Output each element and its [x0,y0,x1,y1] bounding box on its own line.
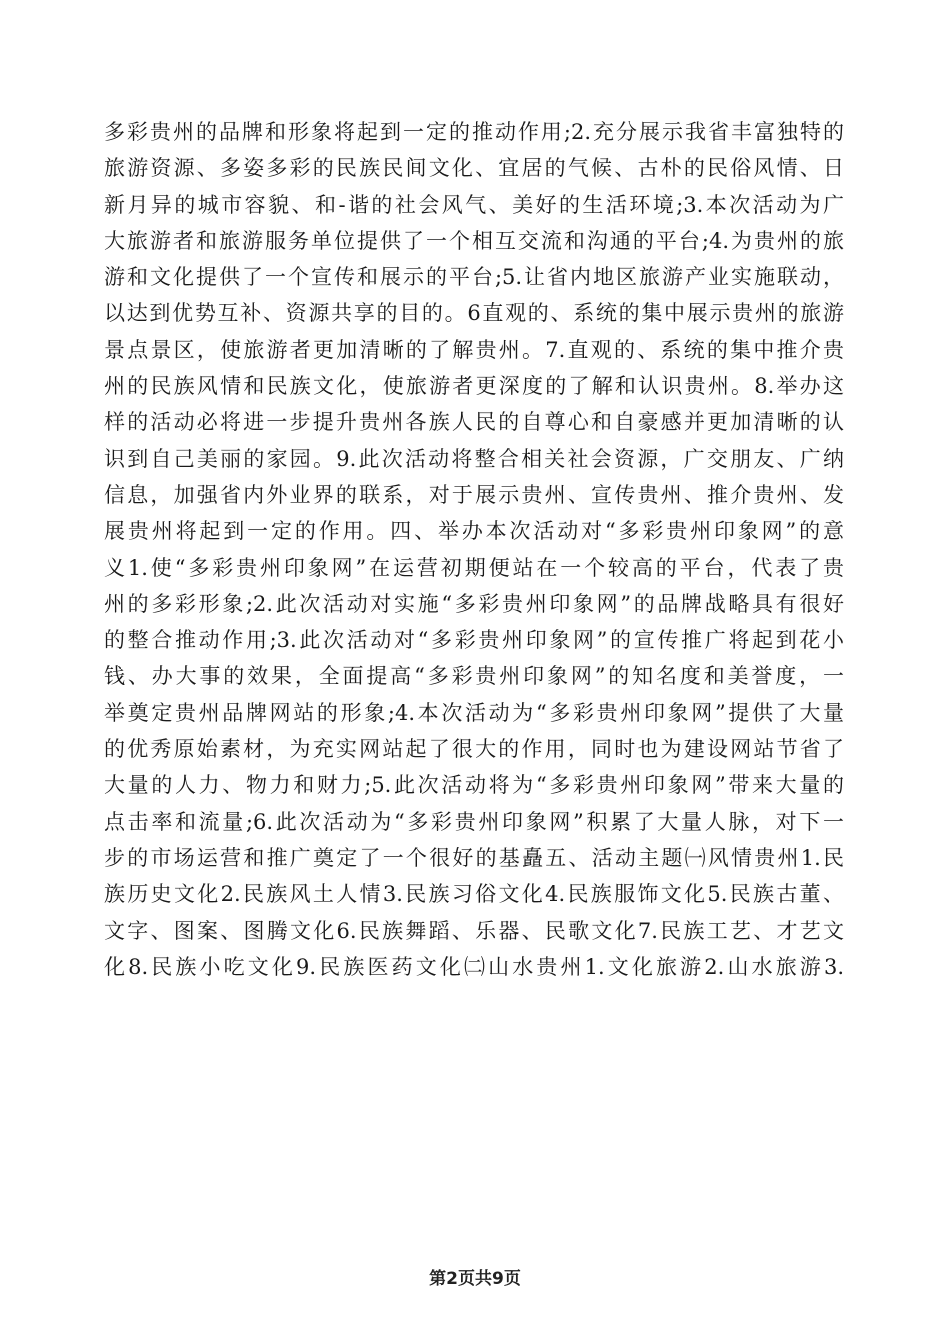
text-line: 义1.使“多彩贵州印象网”在运营初期便站在一个较高的平台，代表了贵 [104,555,844,580]
text-line: 大量的人力、物力和财力;5.此次活动将为“多彩贵州印象网”带来大量的 [104,773,844,798]
text-line: 点击率和流量;6.此次活动为“多彩贵州印象网”积累了大量人脉，对下一 [104,809,844,834]
text-line: 识到自己美丽的家园。9.此次活动将整合相关社会资源，广交朋友、广纳 [104,446,844,471]
text-line: 以达到优势互补、资源共享的目的。6直观的、系统的集中展示贵州的旅游 [104,301,844,326]
text-line: 族历史文化2.民族风土人情3.民族习俗文化4.民族服饰文化5.民族古董、 [104,882,844,907]
text-line: 游和文化提供了一个宣传和展示的平台;5.让省内地区旅游产业实施联动， [104,265,844,290]
text-line: 举奠定贵州品牌网站的形象;4.本次活动为“多彩贵州印象网”提供了大量 [104,700,844,725]
text-line: 旅游资源、多姿多彩的民族民间文化、宜居的气候、古朴的民俗风情、日 [104,156,844,181]
text-line: 景点景区，使旅游者更加清晰的了解贵州。7.直观的、系统的集中推介贵 [104,337,844,362]
text-line: 的整合推动作用;3.此次活动对“多彩贵州印象网”的宣传推广将起到花小 [104,628,844,653]
text-line: 钱、办大事的效果，全面提高“多彩贵州印象网”的知名度和美誉度，一 [104,664,844,689]
page-number: 第2页共9页 [429,1269,521,1289]
text-line: 多彩贵州的品牌和形象将起到一定的推动作用;2.充分展示我省丰富独特的 [104,120,844,144]
text-line: 样的活动必将进一步提升贵州各族人民的自尊心和自豪感并更加清晰的认 [104,410,844,435]
text-line: 展贵州将起到一定的作用。四、举办本次活动对“多彩贵州印象网”的意 [104,519,844,544]
text-line: 大旅游者和旅游服务单位提供了一个相互交流和沟通的平台;4.为贵州的旅 [104,228,844,253]
text-line: 步的市场运营和推广奠定了一个很好的基矗五、活动主题㈠风情贵州1.民 [104,845,844,870]
text-line: 新月异的城市容貌、和-谐的社会风气、美好的生活环境;3.本次活动为广 [104,192,844,217]
text-line: 州的多彩形象;2.此次活动对实施“多彩贵州印象网”的品牌战略具有很好 [104,591,844,616]
body-text [104,114,844,985]
text-line: 的优秀原始素材，为充实网站起了很大的作用，同时也为建设网站节省了 [104,737,844,762]
text-line: 文字、图案、图腾文化6.民族舞蹈、乐器、民歌文化7.民族工艺、才艺文 [104,918,844,943]
text-line: 州的民族风情和民族文化，使旅游者更深度的了解和认识贵州。8.举办这 [104,374,844,399]
text-line: 信息，加强省内外业界的联系，对于展示贵州、宣传贵州、推介贵州、发 [104,482,844,507]
text-line: 化8.民族小吃文化9.民族医药文化㈡山水贵州1.文化旅游2.山水旅游3. [104,954,844,979]
